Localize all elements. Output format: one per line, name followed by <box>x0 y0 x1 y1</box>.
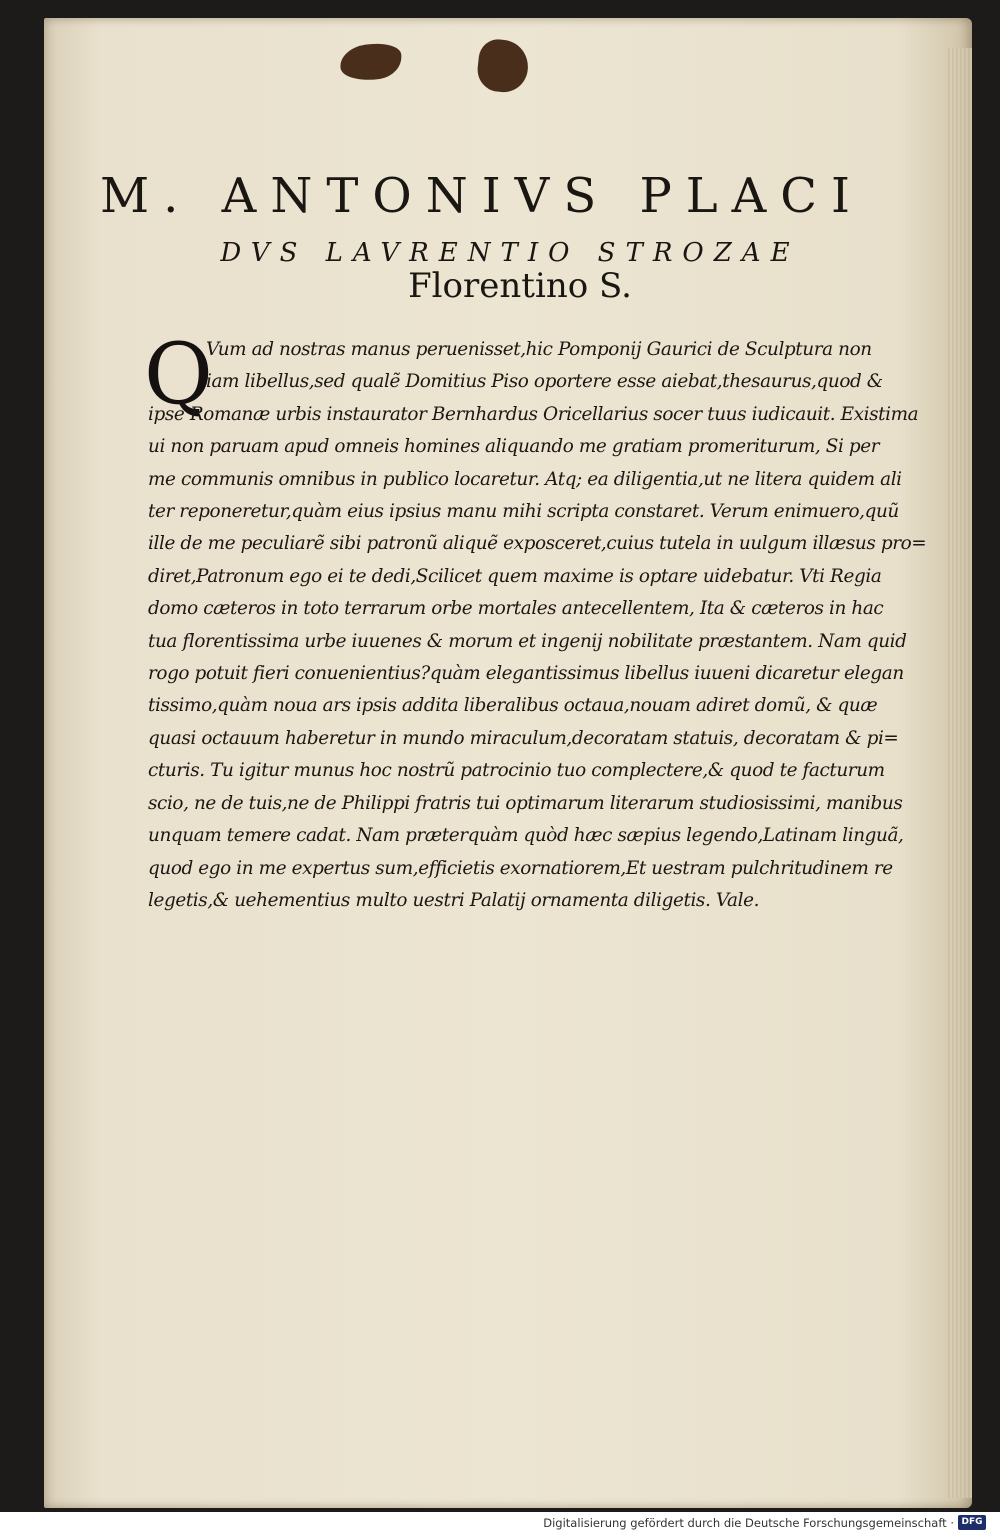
text-line: iam libellus,sed qualẽ Domitius Piso oportere esse aiebat,thesaurus,quod & <box>206 371 883 393</box>
text-line: unquam temere cadat. Nam præterquàm quòd hæc sæpius legendo,Latinam linguã, <box>148 825 904 847</box>
text-line: domo cæteros in toto terrarum orbe mortales antecellentem, Ita & cæteros in hac <box>148 598 884 620</box>
text-line: quod ego in me expertus sum,efficietis exornatiorem,Et uestram pulchritudinem re <box>148 857 893 879</box>
letter-body <box>148 334 928 917</box>
text-line: legetis,& uehementius multo uestri Palatij ornamenta diligetis. Vale. <box>148 889 760 911</box>
funding-credit: Digitalisierung gefördert durch die Deutsche Forschungsgemeinschaft · <box>543 1516 954 1530</box>
text-line: Vum ad nostras manus peruenisset,hic Pomponij Gaurici de Sculptura non <box>206 339 872 360</box>
text-line: ille de me peculiarẽ sibi patronũ aliquẽ exposceret,cuius tutela in uulgum illæsus pro= <box>148 533 927 555</box>
text-line: tissimo,quàm noua ars ipsis addita liberalibus octaua,nouam adiret domũ, & quæ <box>148 695 878 717</box>
text-line: quasi octauum haberetur in mundo miraculum,decoratam statuis, decoratam & pi= <box>148 727 899 749</box>
text-line: me communis omnibus in publico locaretur. Atq; ea diligentia,ut ne litera quidem ali <box>148 468 902 490</box>
text-line: tua florentissima urbe iuuenes & morum et ingenij nobilitate præstantem. Nam quid <box>148 630 907 652</box>
ink-stain <box>475 38 530 95</box>
text-line: ter reponeretur,quàm eius ipsius manu mihi scripta constaret. Verum enimuero,quũ <box>148 501 899 523</box>
heading-line-2: DVS LAVRENTIO STROZAE <box>220 238 800 268</box>
text-line: ui non paruam apud omneis homines aliquando me gratiam promeriturum, Si per <box>148 436 880 458</box>
heading-line-3: Florentino S. <box>408 266 632 306</box>
text-line: diret,Patronum ego ei te dedi,Scilicet quem maxime is optare uidebatur. Vti Regia <box>148 565 882 587</box>
text-line: scio, ne de tuis,ne de Philippi fratris tui optimarum literarum studiosissimi, manibus <box>148 792 903 814</box>
dfg-logo[interactable]: DFG <box>958 1515 986 1530</box>
text-line: rogo potuit fieri conuenientius?quàm elegantissimus libellus iuueni dicaretur elegan <box>148 663 904 685</box>
heading-line-1: M. ANTONIVS PLACI <box>100 168 864 224</box>
text-line: cturis. Tu igitur munus hoc nostrũ patrocinio tuo complectere,& quod te facturum <box>148 760 885 782</box>
text-line: ipse Romanæ urbis instaurator Bernhardus Oricellarius socer tuus iudicauit. Existima <box>148 403 919 425</box>
drop-cap: Q <box>144 325 213 423</box>
ink-stain <box>338 40 404 84</box>
